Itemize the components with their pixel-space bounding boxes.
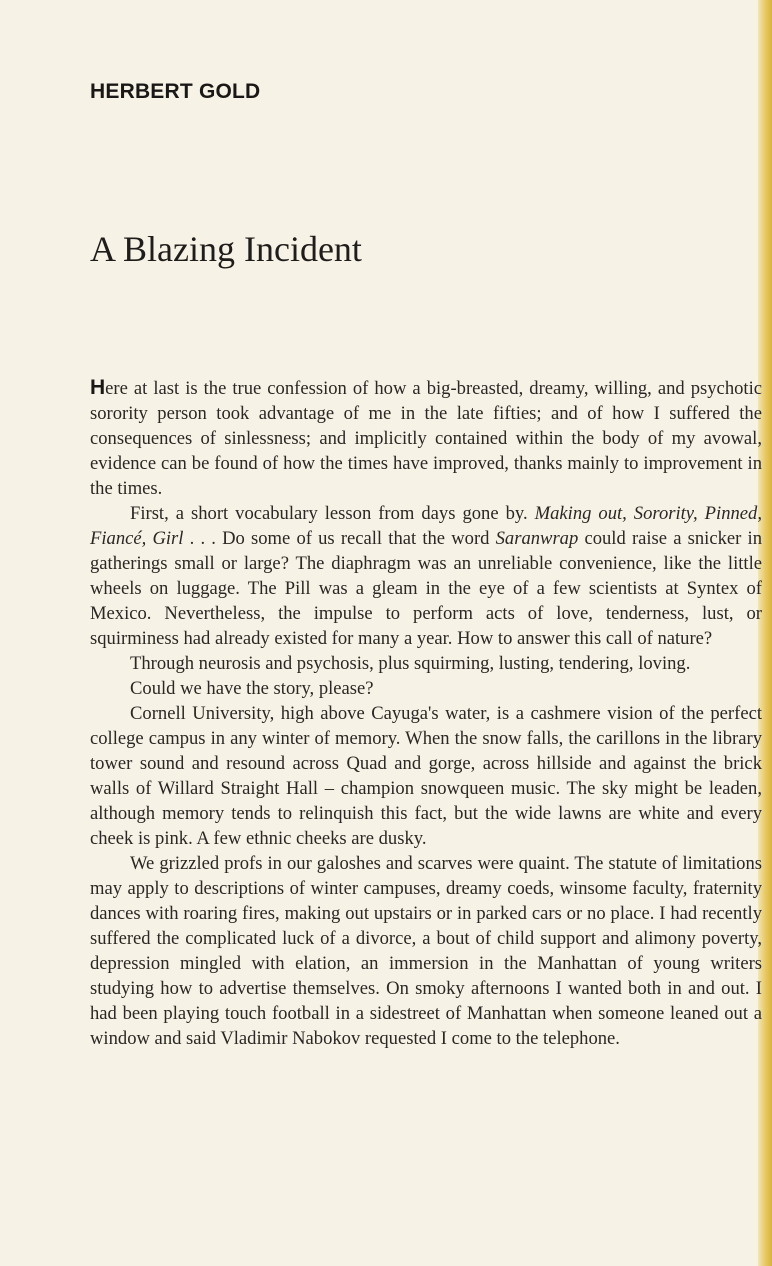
paragraph-6: We grizzled profs in our galoshes and scarves were quaint. The statute of limitations may apply to descriptions of winter campuses, dreamy coeds, winsome faculty, fraternity dances with roaring fires, making out upstairs or in parked cars or no place. I had recently suffered the complicated luck of a divorce, a bout of child support and alimony poverty, depression mingled with elation, an immersion in the Manhattan of young writers studying how to advertise themselves. On smoky afternoons I wanted both in and out. I had been playing touch football in a sidestreet of Manhattan when someone leaned out a window and said Vladimir Nabokov requested I come to the telephone. xyxy=(90,853,762,1049)
paragraph-2-text-c: could raise a snicker in gatherings small or large? The diaphragm was an unreliable convenience, like the little wheels on luggage. The Pill was a gleam in the eye of a few scientists at Syntex of Mexico. Nevertheless, the impulse to perform acts of love, tenderness, lust, or squirminess had already existed for many a year. How to answer this call of nature? xyxy=(90,528,762,649)
story-title: A Blazing Incident xyxy=(90,229,362,269)
paragraph-2 xyxy=(90,501,762,651)
paragraph-1-text: ere at last is the true confession of how a big-breasted, dreamy, willing, and psychotic sorority person took advantage of me in the late fifties; and of how I suffered the consequences of sinlessness; and implicitly contained within the body of my avowal, evidence can be found of how the times have improved, thanks mainly to improvement in the times. xyxy=(90,378,762,499)
vocabulary-term-saranwrap: Saranwrap xyxy=(495,528,579,549)
paragraph-2-text-a: First, a short vocabulary lesson from days gone by. xyxy=(130,503,535,524)
story-body xyxy=(90,375,762,1051)
paragraph-4: Could we have the story, please? xyxy=(130,678,374,699)
paragraph-2-text-b: . . . Do some of us recall that the word xyxy=(183,528,496,549)
paragraph-5: Cornell University, high above Cayuga's water, is a cashmere vision of the perfect college campus in any winter of memory. When the snow falls, the carillons in the library tower sound and resound across Quad and gorge, across hillside and against the brick walls of Willard Straight Hall – champion snowqueen music. The sky might be leaden, although memory tends to relinquish this fact, but the wide lawns are white and every cheek is pink. A few ethnic cheeks are dusky. xyxy=(90,703,762,849)
paragraph-3: Through neurosis and psychosis, plus squirming, lusting, tendering, loving. xyxy=(130,653,691,674)
drop-cap: H xyxy=(90,376,106,399)
paragraph-1 xyxy=(90,375,762,501)
vocabulary-terms: Making out, Sorority, Pinned, Fiancé, Girl xyxy=(90,503,762,549)
author-name: HERBERT GOLD xyxy=(90,80,261,103)
